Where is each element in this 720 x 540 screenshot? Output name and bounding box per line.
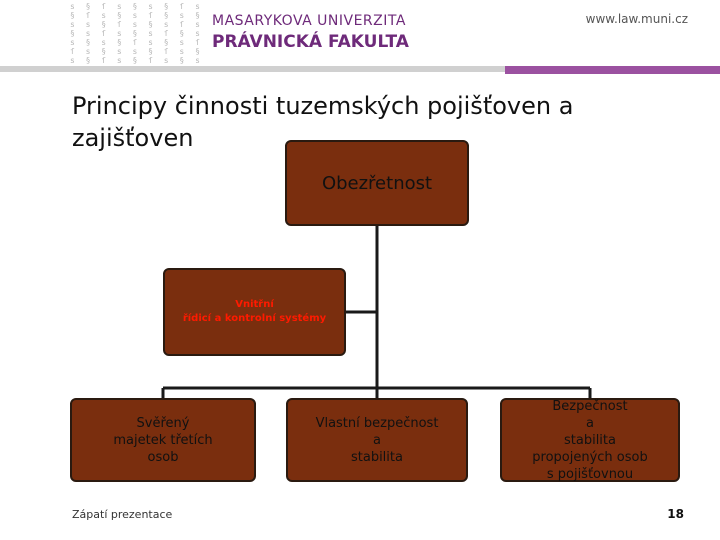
node-child-2 xyxy=(286,398,468,482)
node-child-3-label: Bezpečnost a stabilita propojených osob s pojišťovnou xyxy=(532,398,648,482)
node-child-3 xyxy=(500,398,680,482)
university-name: MASARYKOVA UNIVERZITA xyxy=(212,13,406,29)
node-child-1-label: Svěřený majetek třetích osob xyxy=(113,415,213,465)
node-root xyxy=(285,140,469,226)
node-root-label: Obezřetnost xyxy=(321,172,433,194)
node-child-1 xyxy=(70,398,256,482)
university-logo-icon: s § ſ s § s § ſ s § ſ s § s ſ § s § s s § ſ s § s ſ s § s ſ s § s ſ § s s § s § ſ s § s ſ ſ s § s s § ſ s § s § ſ s § ſ s § s xyxy=(70,2,203,65)
page-number: 18 xyxy=(667,507,684,521)
faculty-name: PRÁVNICKÁ FAKULTA xyxy=(212,32,409,52)
node-child-2-label: Vlastní bezpečnost a stabilita xyxy=(315,415,439,465)
website-url[interactable]: www.law.muni.cz xyxy=(585,12,688,26)
node-assistant-label: Vnitřní řídicí a kontrolní systémy xyxy=(182,299,327,324)
slide-title: Principy činnosti tuzemských pojišťoven a zajišťoven xyxy=(72,92,574,152)
footer-text: Zápatí prezentace xyxy=(72,508,173,521)
node-assistant xyxy=(163,268,346,356)
